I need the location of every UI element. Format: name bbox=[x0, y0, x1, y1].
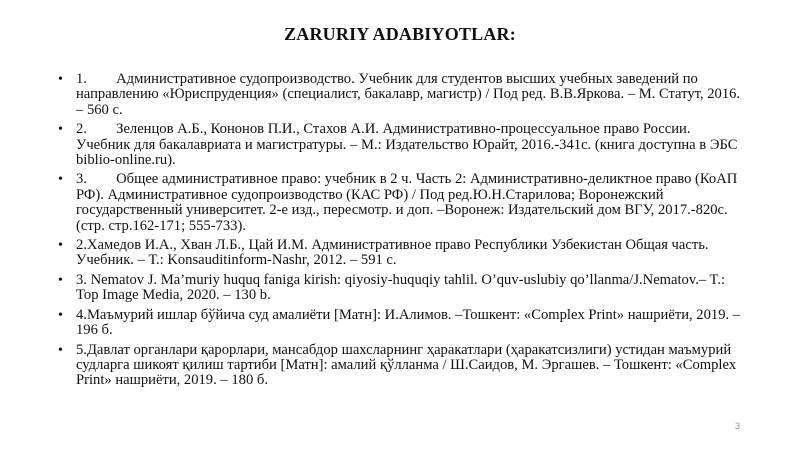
reference-item bbox=[58, 122, 748, 168]
reference-item bbox=[58, 343, 748, 389]
reference-item bbox=[58, 308, 748, 339]
bullet-icon: • bbox=[58, 238, 63, 254]
reference-item bbox=[58, 238, 748, 269]
reference-item bbox=[58, 273, 748, 304]
bullet-icon: • bbox=[58, 307, 63, 323]
reference-item bbox=[58, 172, 748, 234]
reference-text: 3. Nematov J. Ma’muriy huquq faniga kirish: qiyosiy-huquqiy tahlil. O’quv-uslubiy qo’llanma/J.Nematov.– T.: Top Image Media, 2020. – 130 b. bbox=[76, 271, 726, 304]
reference-text: 3. Общее административное право: учебник в 2 ч. Часть 2: Административно-деликтное право (КоАП РФ). Административное судопроизводство (КАС РФ) / Под ред.Ю.Н.Старилова; Воронежский государственный университет. 2-е изд., пересмотр. и доп. –Воронеж: Издательский дом ВГУ, 2017.-820с. (стр. стр.162-171; 555-733). bbox=[76, 171, 738, 234]
reference-text: 5.Давлат органлари қарорлари, мансабдор шахсларнинг ҳаракатлари (ҳаракатсизлиги) устидан маъмурий судларга шикоят қилиш тартиби [Матн]: амалий қўлланма / Ш.Саидов, М. Эргашев. – Тошкент: «Complex Print» нашриёти, 2019. – 180 б. bbox=[76, 341, 737, 389]
slide-title: ZARURIY ADABIYOTLAR: bbox=[284, 24, 516, 44]
reference-text: 2. Зеленцов А.Б., Кононов П.И., Стахов А.И. Административно-процессуальное право России. Учебник для бакалавриата и магистратуры. – М.: Издательство Юрайт, 2016.-341с. (книга доступна в ЭБС biblio-online.ru). bbox=[76, 121, 738, 169]
reference-text: 4.Маъмурий ишлар бўйича суд амалиёти [Матн]: И.Алимов. –Тошкент: «Complex Print» нашриёти, 2019. – 196 б. bbox=[76, 306, 741, 339]
bullet-icon: • bbox=[58, 272, 63, 288]
reference-list bbox=[58, 72, 748, 393]
page-number: 3 bbox=[734, 421, 740, 431]
bullet-icon: • bbox=[58, 122, 63, 138]
reference-text: 2.Хамедов И.А., Хван Л.Б., Цай И.М. Административное право Республики Узбекистан Общая часть. Учебник. – Т.: Konsauditinform-Nashr, 2012. – 591 с. bbox=[76, 237, 709, 269]
reference-text: 1. Административное судопроизводство. Учебник для студентов высших учебных заведений по направлению «Юриспруденция» (специалист, бакалавр, магистр) / Под ред. В.В.Яркова. – М. Статут, 2016. – 560 с. bbox=[76, 71, 741, 118]
reference-item bbox=[58, 72, 748, 118]
bullet-icon: • bbox=[58, 72, 63, 87]
bullet-icon: • bbox=[58, 172, 63, 188]
bullet-icon: • bbox=[58, 342, 63, 358]
